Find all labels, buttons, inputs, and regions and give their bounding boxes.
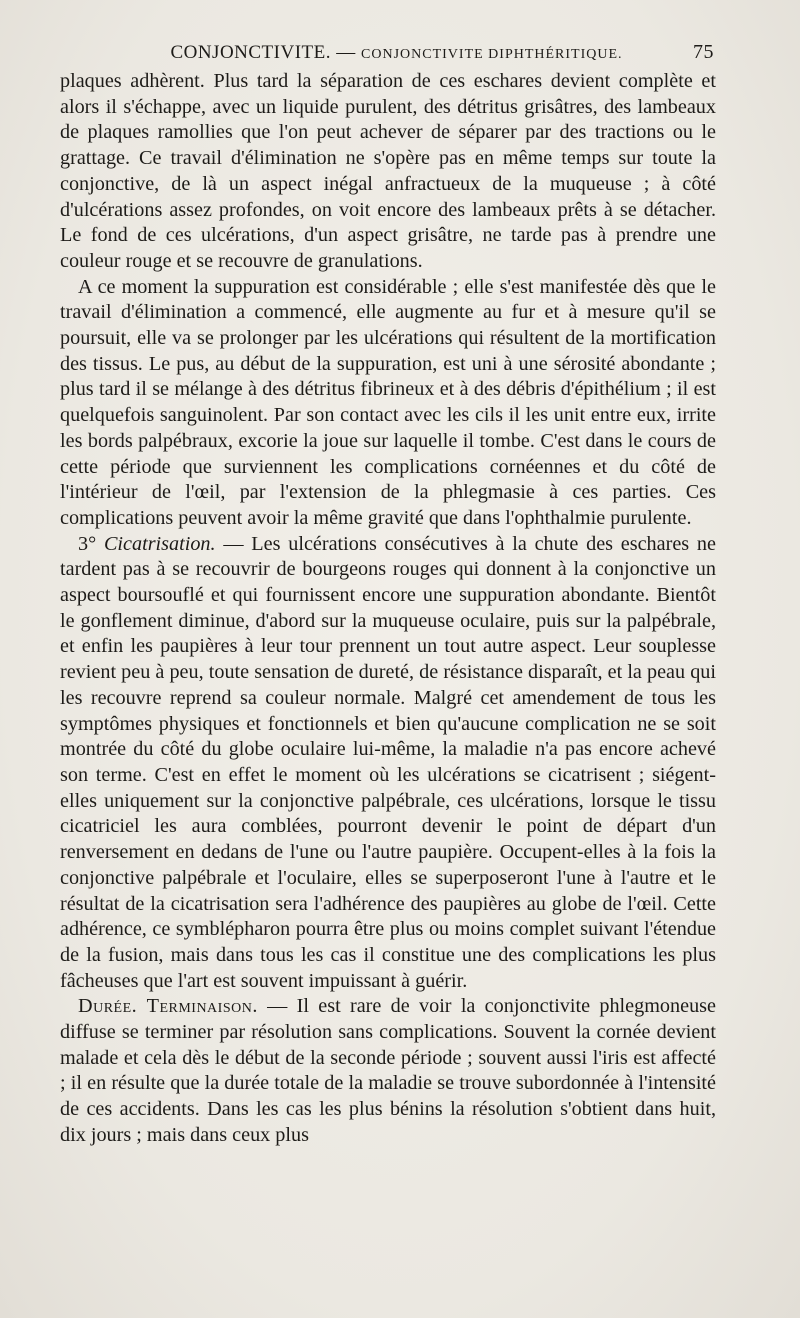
section-heading-duree: Durée. Terminaison.	[78, 995, 258, 1018]
paragraph-3	[60, 532, 716, 995]
section-number: 3°	[78, 532, 104, 555]
paragraph-2: A ce moment la suppuration est considérable ; elle s'est manifestée dès que le travail d'élimination a commencé, elle augmente au fur et à mesure qu'il se poursuit, elle va se prolonger par les ulcérations qui résultent de la mortification des tissus. Le pus, au début de la suppuration, est uni à une sérosité abondante ; plus tard il se mélange à des détritus fibrineux et à des débris d'épithélium ; il est quelquefois sanguinolent. Par son contact avec les cils il les unit entre eux, irrite les bords palpébraux, excorie la joue sur laquelle il tombe. C'est dans le cours de cette période que surviennent les complications cornéennes et du côté de l'intérieur de l'œil, par l'extension de la phlegmasie à ces parties. Ces complications peuvent avoir la même gravité que dans l'ophthalmie purulente.	[60, 275, 716, 529]
paragraph-4-text: — Il est rare de voir la conjonctivite phlegmoneuse diffuse se terminer par résolution sans complications. Souvent la cornée devient malade et cela dès le début de la seconde période ; souvent aussi l'iris est affecté ; il en résulte que la durée totale de la maladie se trouve subordonnée à l'intensité de ces accidents. Dans les cas les plus bénins la résolution s'obtient dans huit, dix jours ; mais dans ceux plus	[60, 995, 716, 1146]
running-title-sub: CONJONCTIVITE DIPHTHÉRITIQUE.	[361, 47, 623, 62]
body-text	[60, 69, 716, 1149]
running-title	[60, 42, 693, 64]
running-title-main: CONJONCTIVITE.	[170, 42, 332, 63]
paragraph-4	[60, 994, 716, 1148]
paragraph-3-text: — Les ulcérations consécutives à la chute des eschares ne tardent pas à se recouvrir de bourgeons rouges qui donnent à la conjonctive un aspect boursouflé et qui fournissent encore une suppuration abondante. Bientôt le gonflement diminue, d'abord sur la muqueuse oculaire, puis sur la palpébrale, et enfin les paupières à leur tour prennent un tout autre aspect. Leur souplesse revient peu à peu, toute sensation de dureté, de résistance disparaît, et la peau qui les recouvre reprend sa couleur normale. Malgré cet amendement de tous les symptômes physiques et fonctionnels et bien qu'aucune complication ne se soit montrée du côté du globe oculaire lui-même, la maladie n'a pas encore achevé son terme. C'est en effet le moment où les ulcérations se cicatrisent ; siégent-elles uniquement sur la conjonctive palpébrale, ces ulcérations, lorsque le tissu cicatriciel les aura comblées, pourront devenir le point de départ d'un renversement en dedans de l'une ou l'autre paupière. Occupent-elles à la fois la conjonctive palpébrale et l'oculaire, elles se superposeront l'une à l'autre et le résultat de la cicatrisation sera l'adhérence des paupières au globe de l'œil. Cette adhérence, ce symblépharon pourra être plus ou moins complet suivant l'étendue de la fusion, mais dans tous les cas il constitue une des complications les plus fâcheuses que l'art est souvent impuissant à guérir.	[60, 532, 716, 992]
page-number: 75	[693, 41, 714, 63]
paragraph-1: plaques adhèrent. Plus tard la séparation de ces eschares devient complète et alors il s'échappe, avec un liquide purulent, des détritus grisâtres, des lambeaux de plaques ramollies que l'on peut achever de séparer par des tractions ou le grattage. Ce travail d'élimination ne s'opère pas en même temps sur toute la conjonctive, de là un aspect inégal anfractueux de la muqueuse ; à côté d'ulcérations assez profondes, on voit encore des lambeaux prêts à se détacher. Le fond de ces ulcérations, d'un aspect grisâtre, ne tarde pas à prendre une couleur rouge et se recouvre de granulations.	[60, 70, 716, 272]
section-heading-cicatrisation: Cicatrisation.	[103, 532, 216, 555]
running-header	[60, 30, 714, 64]
running-title-dash: —	[331, 42, 362, 63]
